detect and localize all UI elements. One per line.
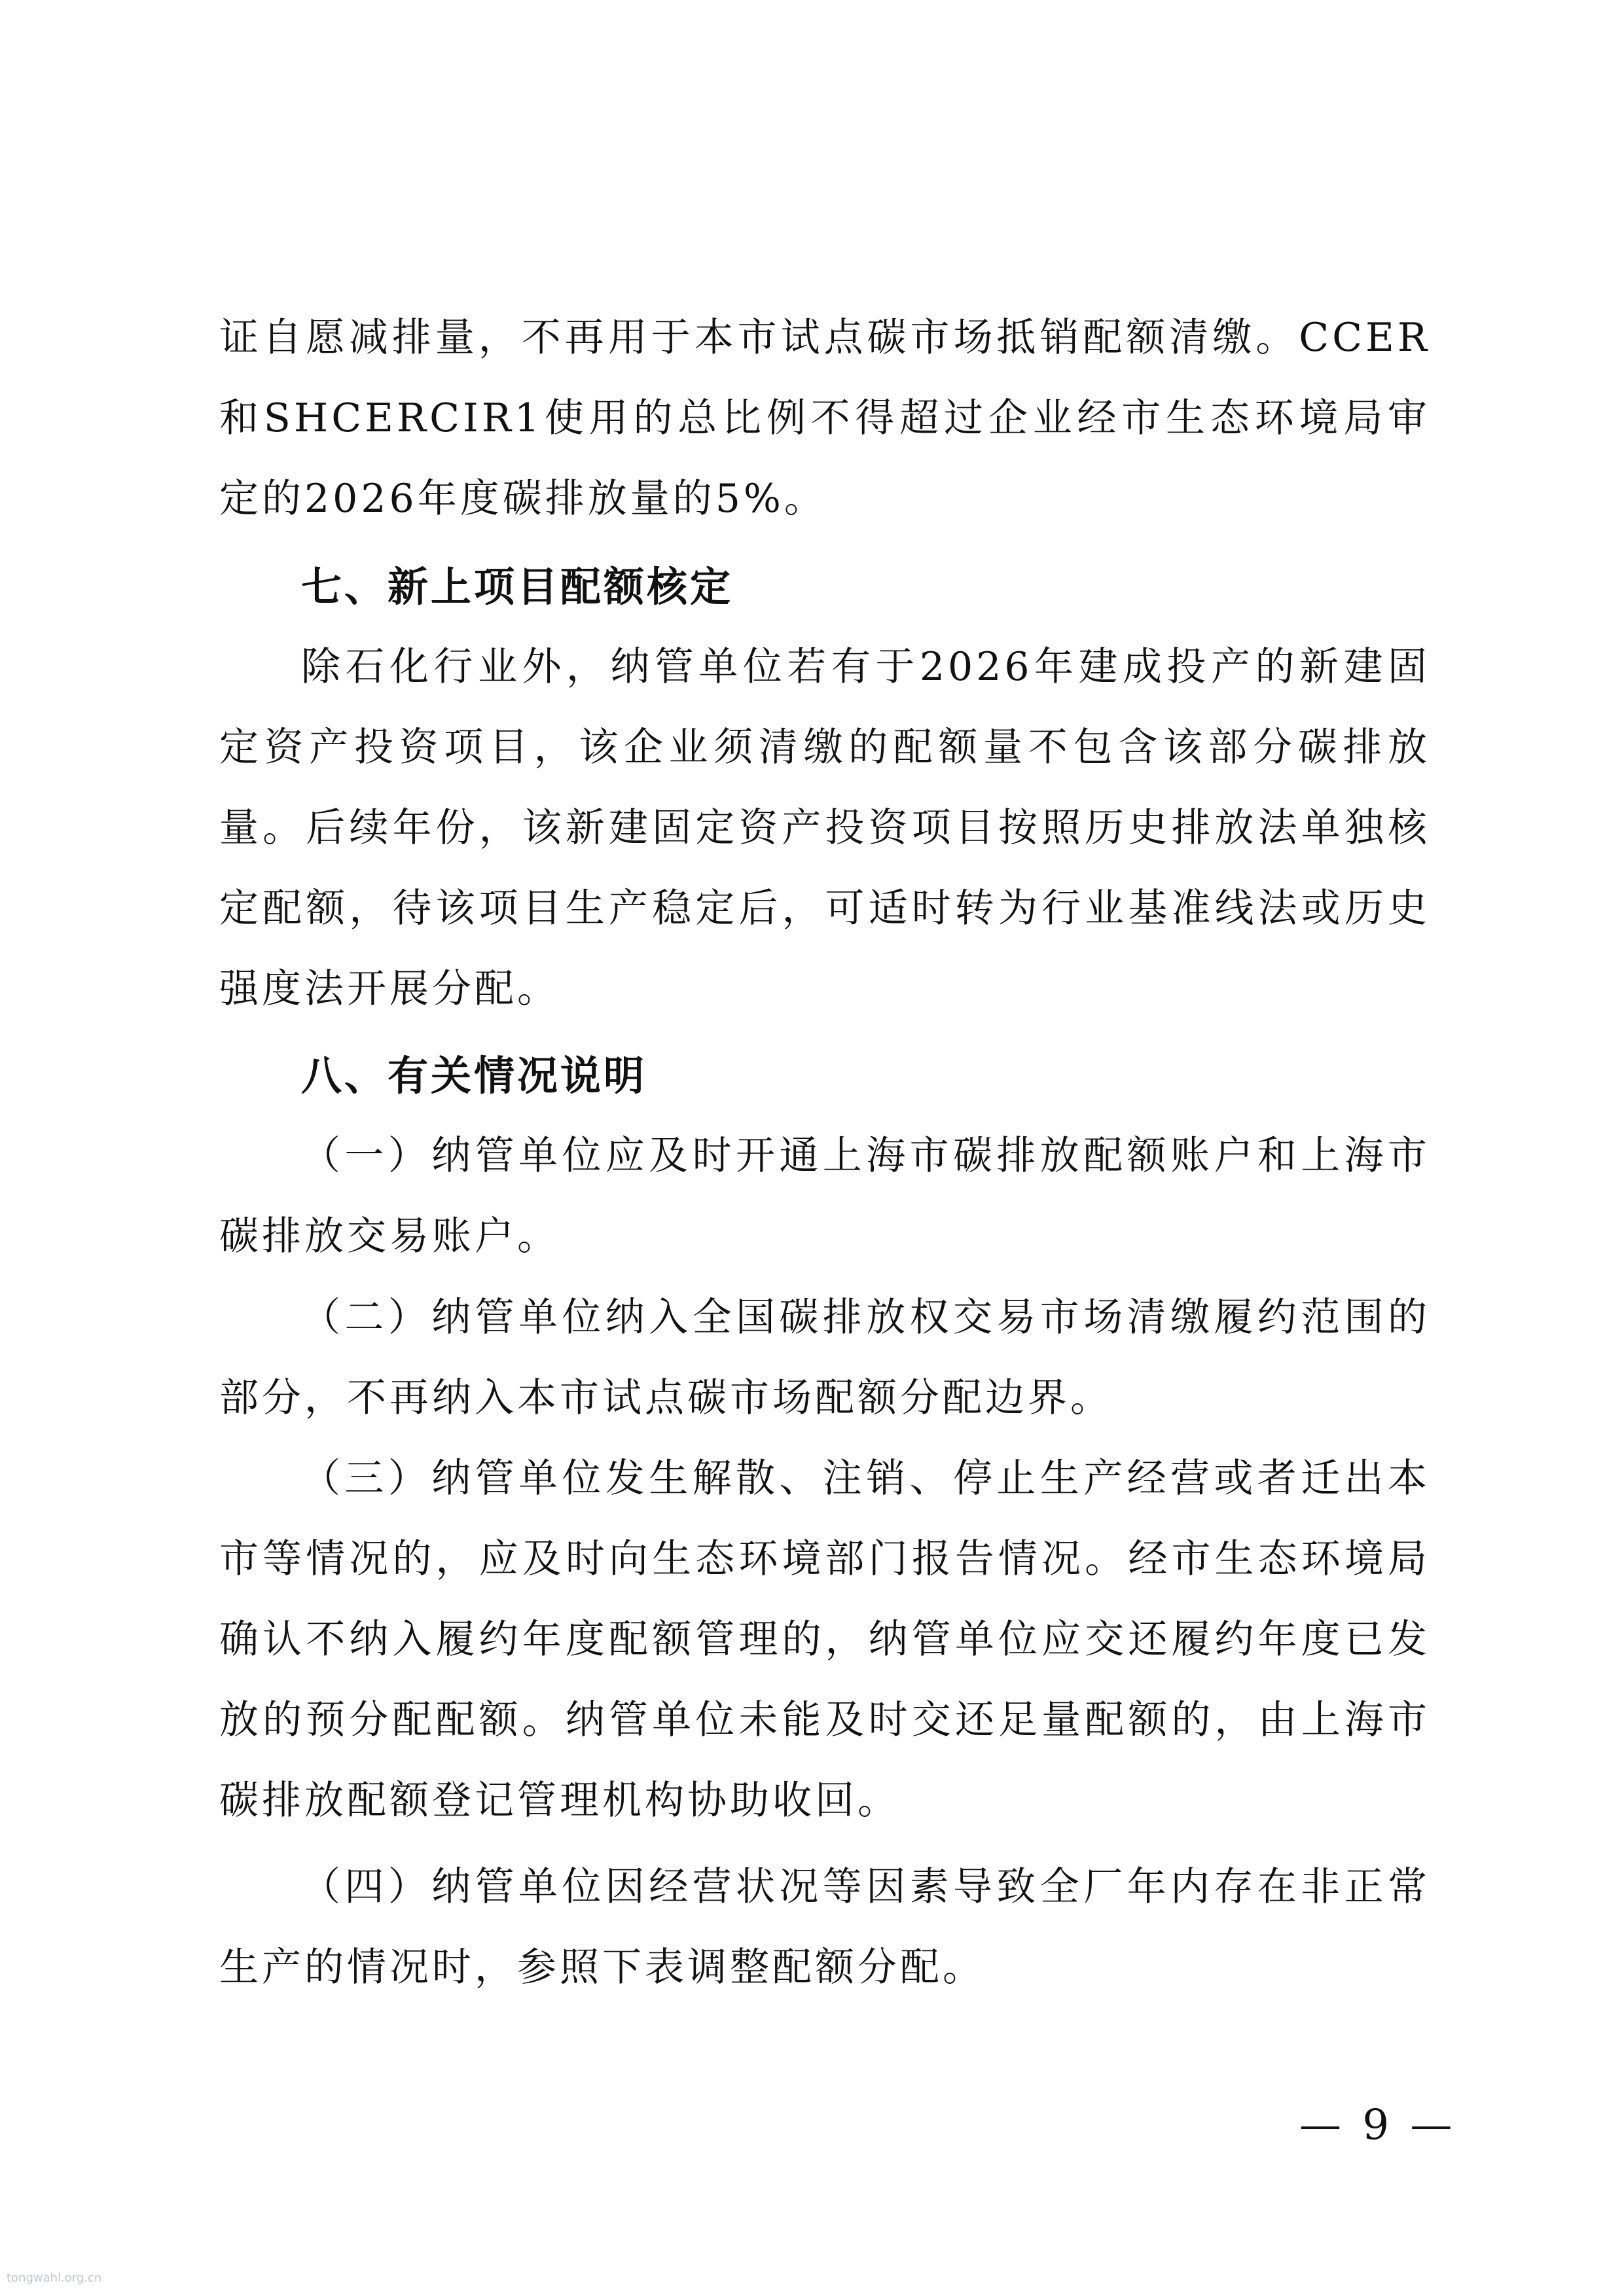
section-7-heading: 七、新上项目配额核定 [301, 563, 734, 611]
page-number: — 9 — [1299, 2101, 1456, 2149]
watermark-text: tongwahl.org.cn [7, 2271, 102, 2285]
section-8-item-3: （三）纳管单位发生解散、注销、停止生产经营或者迁出本市等情况的，应及时向生态环境部门报告情况。经市生态环境局确认不纳入履约年度配额管理的，纳管单位应交还履约年度已发放的预分配配额。纳管单位未能及时交还足量配额的，由上海市碳排放配额登记管理机构协助收回。 [219, 1456, 1430, 1823]
section-8-item-2: （二）纳管单位纳入全国碳排放权交易市场清缴履约范围的部分，不再纳入本市试点碳市场配额分配边界。 [219, 1295, 1430, 1421]
section-8-heading: 八、有关情况说明 [301, 1052, 647, 1100]
section-8-item-4: （四）纳管单位因经营状况等因素导致全厂年内存在非正常生产的情况时，参照下表调整配额分配。 [219, 1864, 1430, 1990]
paragraph-continuation: 证自愿减排量，不再用于本市试点碳市场抵销配额清缴。CCER和SHCERCIR1使用的总比例不得超过企业经市生态环境局审定的2026年度碳排放量的5%。 [219, 315, 1430, 522]
section-8-item-1: （一）纳管单位应及时开通上海市碳排放配额账户和上海市碳排放交易账户。 [219, 1133, 1430, 1259]
section-7-paragraph: 除石化行业外，纳管单位若有于2026年建成投产的新建固定资产投资项目，该企业须清缴的配额量不包含该部分碳排放量。后续年份，该新建固定资产投资项目按照历史排放法单独核定配额，待该项目生产稳定后，可适时转为行业基准线法或历史强度法开展分配。 [219, 644, 1430, 1012]
